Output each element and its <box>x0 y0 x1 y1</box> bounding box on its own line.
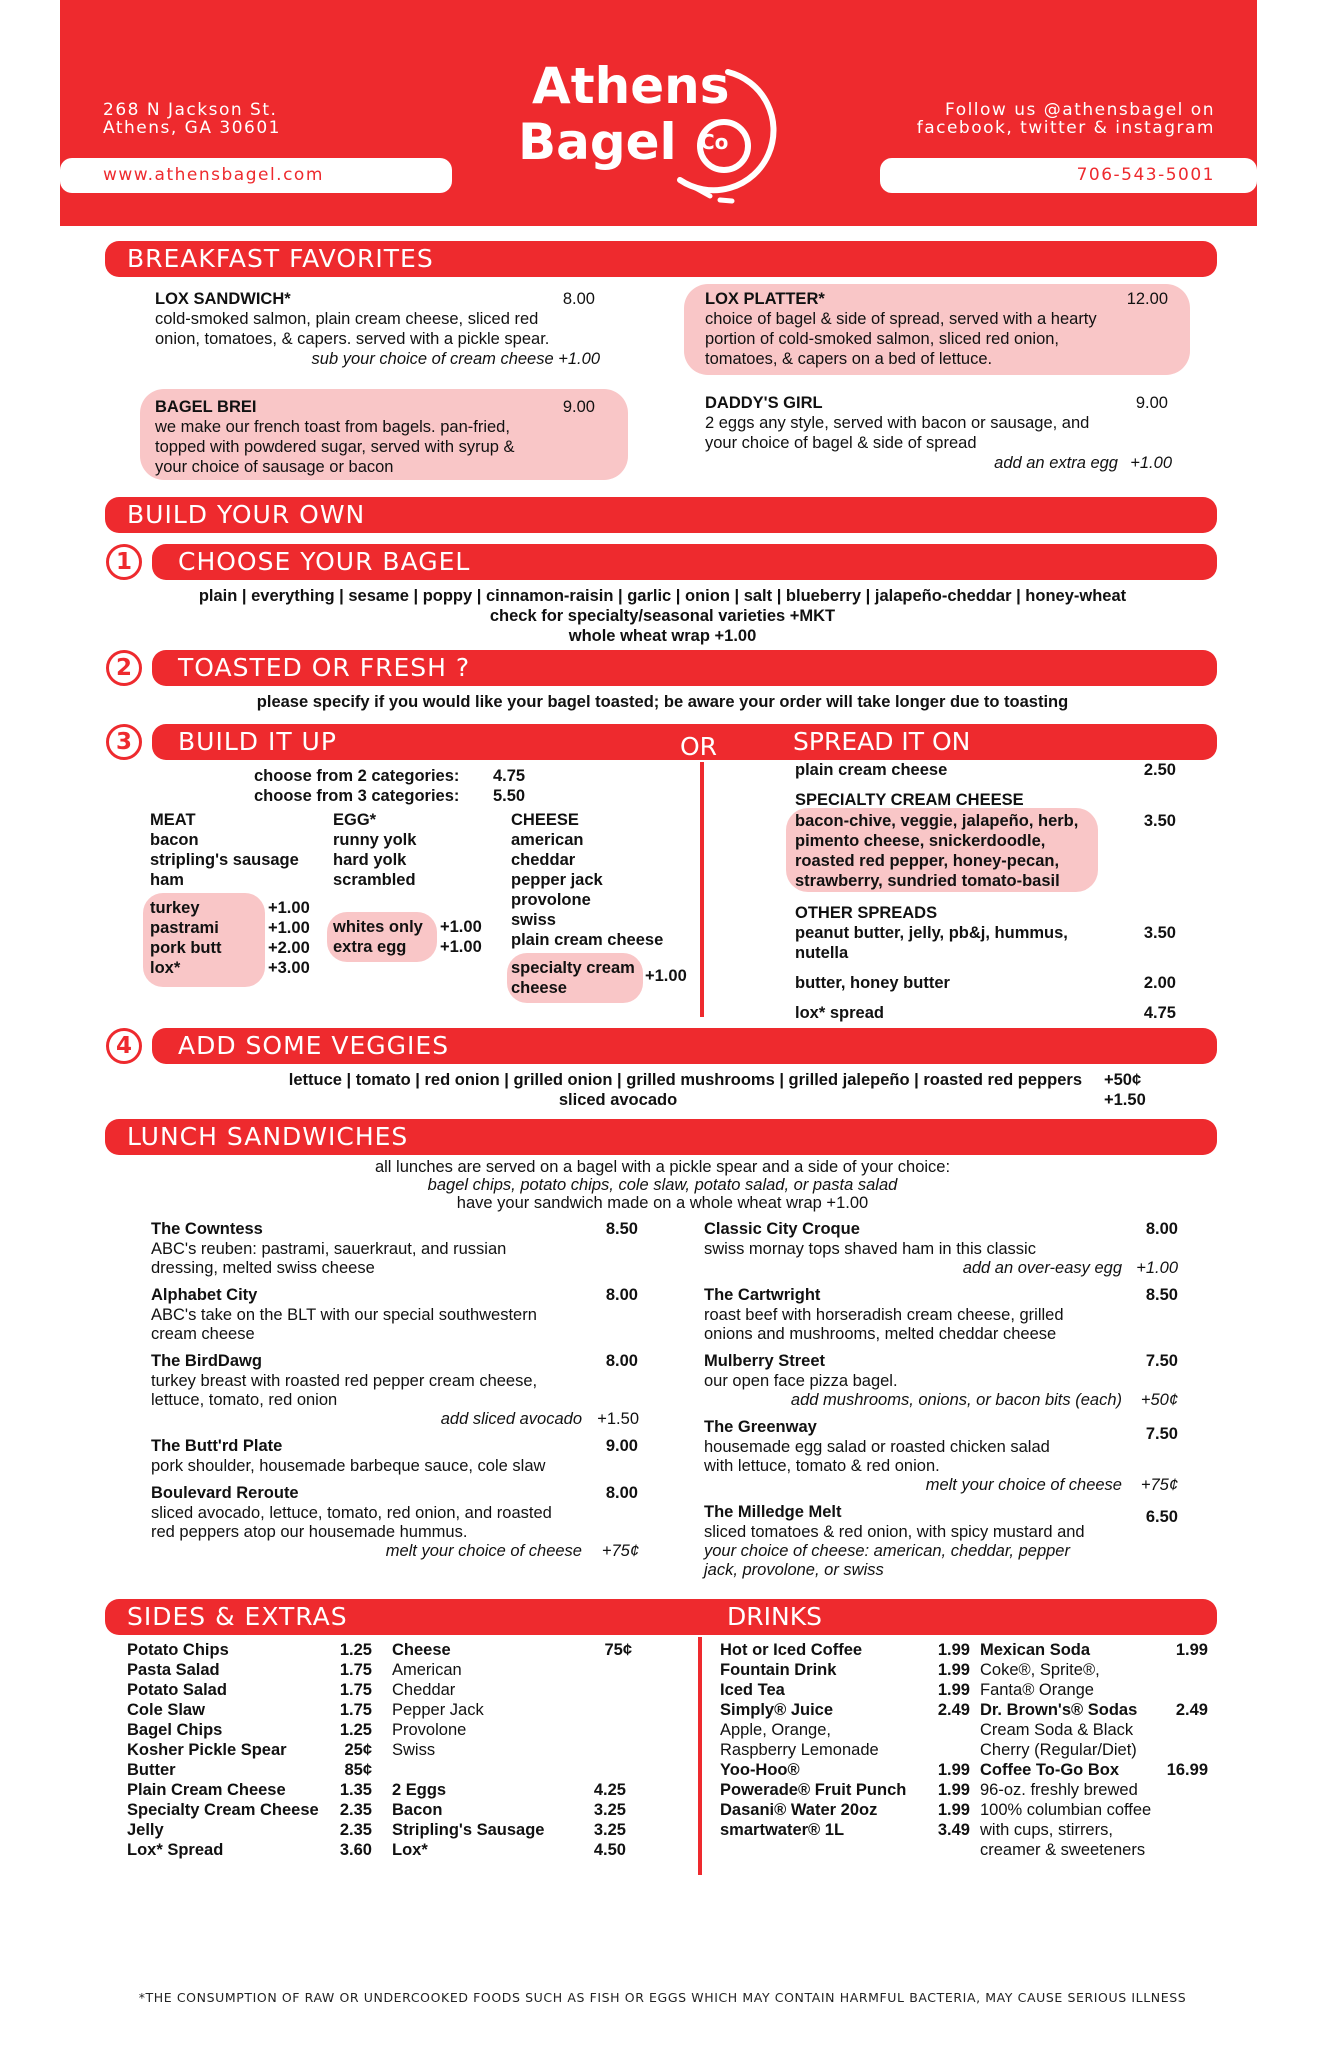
extra-item: Stripling's Sausage <box>392 1821 545 1839</box>
extra-item: Bacon <box>392 1801 443 1819</box>
cheese-item: provolone <box>511 891 591 909</box>
lunch-item-desc: red peppers atop our housemade hummus. <box>151 1523 468 1541</box>
lox-platter-desc-2: portion of cold-smoked salmon, sliced red onion, <box>705 330 1060 348</box>
lox-platter-desc-3: tomatoes, & capers on a bed of lettuce. <box>705 350 993 368</box>
lunch-item-name: Boulevard Reroute <box>151 1484 299 1502</box>
avocado-price: +1.50 <box>1104 1091 1146 1109</box>
drink-price: 1.99 <box>937 1801 970 1819</box>
step-4-number: 4 <box>106 1028 142 1064</box>
daddys-girl-price: 9.00 <box>1135 394 1168 412</box>
lunch-item-name: The Butt'rd Plate <box>151 1437 283 1455</box>
lunch-item-desc: jack, provolone, or swiss <box>704 1561 884 1579</box>
lunch-item-note: melt your choice of cheese <box>925 1476 1122 1494</box>
step-2-number: 2 <box>106 650 142 686</box>
specialty-price: 3.50 <box>1143 812 1176 830</box>
other-spreads-1: peanut butter, jelly, pb&j, hummus, <box>795 924 1068 942</box>
side-price: 25¢ <box>344 1741 372 1759</box>
side-item: Bagel Chips <box>127 1721 223 1739</box>
daddys-girl-note-price: +1.00 <box>1130 454 1172 472</box>
drink-item: Iced Tea <box>720 1681 785 1699</box>
step-1-number: 1 <box>106 544 142 580</box>
lunch-item-note-price: +75¢ <box>1140 1476 1178 1494</box>
drink-item: 96-oz. freshly brewed <box>980 1781 1138 1799</box>
meat-item: stripling's sausage <box>150 851 299 869</box>
lox-platter-name: LOX PLATTER* <box>705 290 825 308</box>
meat-extra: turkey <box>150 899 200 917</box>
extra-item: Lox* <box>392 1841 428 1859</box>
build-your-own-title: BUILD YOUR OWN <box>105 497 1217 533</box>
bagel-brei-price: 9.00 <box>562 398 595 416</box>
meat-extra-price: +2.00 <box>268 939 310 957</box>
cheese-item: pepper jack <box>511 871 603 889</box>
specialty-varieties: check for specialty/seasonal varieties +MKT <box>489 607 836 625</box>
lox-sandwich-name: LOX SANDWICH* <box>155 290 291 308</box>
side-price: 1.25 <box>339 1721 372 1739</box>
drink-item: 100% columbian coffee <box>980 1801 1152 1819</box>
plain-cream-cheese: plain cream cheese <box>795 761 948 779</box>
drink-price: 3.49 <box>937 1821 970 1839</box>
drink-item: Mexican Soda <box>980 1641 1091 1659</box>
lunch-item-name: The BirdDawg <box>151 1352 262 1370</box>
cheese-item: american <box>511 831 584 849</box>
lunch-item-name: The Greenway <box>704 1418 817 1436</box>
specialty-flavors-4: strawberry, sundried tomato-basil <box>795 872 1060 890</box>
bagel-brei-desc-2: topped with powdered sugar, served with syrup & <box>155 438 515 456</box>
follow-line-2: facebook, twitter & instagram <box>916 118 1215 138</box>
build-it-up-title: BUILD IT UP <box>152 724 1217 760</box>
side-item: Specialty Cream Cheese <box>127 1801 319 1819</box>
lunch-item-desc: sliced avocado, lettuce, tomato, red onion, and roasted <box>151 1504 552 1522</box>
meat-extra-price: +3.00 <box>268 959 310 977</box>
drink-item: Simply® Juice <box>720 1701 834 1719</box>
lunch-item-price: 9.00 <box>605 1437 638 1455</box>
lunch-item-name: The Milledge Melt <box>704 1503 842 1521</box>
lunch-item-price: 8.50 <box>605 1220 638 1238</box>
side-item: Jelly <box>127 1821 164 1839</box>
lunch-item-name: The Cartwright <box>704 1286 821 1304</box>
meat-title: MEAT <box>150 811 196 829</box>
choose-bagel-title: CHOOSE YOUR BAGEL <box>152 544 1217 580</box>
drink-price: 1.99 <box>1175 1641 1208 1659</box>
drink-item: Coke®, Sprite®, <box>980 1661 1100 1679</box>
egg-item: runny yolk <box>333 831 417 849</box>
lox-sandwich-desc-1: cold-smoked salmon, plain cream cheese, sliced red <box>155 310 539 328</box>
extra-price: 4.25 <box>593 1781 626 1799</box>
toasted-or-fresh-title: TOASTED OR FRESH ? <box>152 650 1217 686</box>
lox-platter-desc-1: choice of bagel & side of spread, served with a hearty <box>705 310 1097 328</box>
drink-item: Dr. Brown's® Sodas <box>980 1701 1138 1719</box>
lunch-item-price: 7.50 <box>1145 1352 1178 1370</box>
choose-2-price: 4.75 <box>493 767 526 785</box>
drink-price: 16.99 <box>1166 1761 1208 1779</box>
lunch-item-desc: onions and mushrooms, melted cheddar cheese <box>704 1325 1057 1343</box>
lunch-intro-1: all lunches are served on a bagel with a pickle spear and a side of your choice: <box>374 1158 951 1176</box>
breakfast-section-title: BREAKFAST FAVORITES <box>105 241 1217 277</box>
lunch-item-desc: sliced tomatoes & red onion, with spicy mustard and <box>704 1523 1085 1541</box>
lunch-item-desc: housemade egg salad or roasted chicken salad <box>704 1438 1050 1456</box>
lox-sandwich-desc-2: onion, tomatoes, & capers. served with a pickle spear. <box>155 330 550 348</box>
drink-price: 1.99 <box>937 1781 970 1799</box>
lunch-item-price: 8.00 <box>605 1484 638 1502</box>
follow-line-1: Follow us @athensbagel on <box>945 100 1215 120</box>
cheese-side-option: American <box>392 1661 462 1679</box>
lunch-section-title: LUNCH SANDWICHES <box>105 1119 1217 1155</box>
cheese-side-price: 75¢ <box>604 1641 632 1659</box>
cheese-extra-price: +1.00 <box>645 967 687 985</box>
lunch-item-note: add mushrooms, onions, or bacon bits (each) <box>790 1391 1122 1409</box>
drink-item: Hot or Iced Coffee <box>720 1641 863 1659</box>
cheese-extra: specialty cream <box>511 959 635 977</box>
meat-extra: pastrami <box>150 919 219 937</box>
lox-spread-price: 4.75 <box>1143 1004 1176 1022</box>
add-veggies-title: ADD SOME VEGGIES <box>152 1028 1217 1064</box>
cheese-extra: cheese <box>511 979 567 997</box>
side-item: Kosher Pickle Spear <box>127 1741 287 1759</box>
lunch-item-desc: roast beef with horseradish cream cheese, grilled <box>704 1306 1064 1324</box>
lunch-item-price: 7.50 <box>1145 1425 1178 1443</box>
lunch-item-price: 6.50 <box>1145 1508 1178 1526</box>
drink-item: Powerade® Fruit Punch <box>720 1781 907 1799</box>
raw-food-disclaimer: *THE CONSUMPTION OF RAW OR UNDERCOOKED FOODS SUCH AS FISH OR EGGS WHICH MAY CONTAIN HARMFUL BACTERIA, MAY CAUSE SERIOUS ILLNESS <box>138 1990 1187 2005</box>
bagel-brei-name: BAGEL BREI <box>155 398 257 416</box>
choose-3-price: 5.50 <box>493 787 526 805</box>
drink-item: Raspberry Lemonade <box>720 1741 879 1759</box>
daddys-girl-note: add an extra egg <box>994 454 1118 472</box>
specialty-flavors-3: roasted red pepper, honey-pecan, <box>795 852 1060 870</box>
side-item: Cole Slaw <box>127 1701 205 1719</box>
drink-item: Yoo-Hoo® <box>720 1761 800 1779</box>
side-price: 3.60 <box>339 1841 372 1859</box>
sliced-avocado: sliced avocado <box>558 1091 678 1109</box>
side-item: Potato Chips <box>127 1641 229 1659</box>
side-item: Butter <box>127 1761 176 1779</box>
lunch-item-note: add sliced avocado <box>440 1410 582 1428</box>
step-3-number: 3 <box>106 724 142 760</box>
lunch-item-desc: swiss mornay tops shaved ham in this classic <box>704 1240 1036 1258</box>
lunch-item-desc: cream cheese <box>151 1325 255 1343</box>
veggie-list: lettuce | tomato | red onion | grilled onion | grilled mushrooms | grilled jalepeño | roasted red peppers <box>288 1071 1082 1089</box>
lunch-item-desc: our open face pizza bagel. <box>704 1372 898 1390</box>
side-price: 1.25 <box>339 1641 372 1659</box>
side-item: Potato Salad <box>127 1681 227 1699</box>
drink-price: 1.99 <box>937 1681 970 1699</box>
logo-text-bagel: Bagel <box>518 113 677 171</box>
egg-extra: extra egg <box>333 938 407 956</box>
lunch-item-desc: pork shoulder, housemade barbeque sauce, cole slaw <box>151 1457 546 1475</box>
meat-extra-price: +1.00 <box>268 919 310 937</box>
choose-3-label: choose from 3 categories: <box>254 787 460 805</box>
specialty-flavors-2: pimento cheese, snickerdoodle, <box>795 832 1046 850</box>
drink-item: creamer & sweeteners <box>980 1841 1146 1859</box>
bagel-brei-desc-1: we make our french toast from bagels. pan-fried, <box>155 418 510 436</box>
lox-sandwich-price: 8.00 <box>562 290 595 308</box>
lunch-item-desc: with lettuce, tomato & red onion. <box>704 1457 940 1475</box>
drink-price: 1.99 <box>937 1641 970 1659</box>
sides-section-title: SIDES & EXTRAS <box>105 1599 1217 1635</box>
lunch-item-name: Mulberry Street <box>704 1352 826 1370</box>
other-spreads-2: nutella <box>795 944 849 962</box>
butter-spread: butter, honey butter <box>795 974 950 992</box>
lunch-item-note-price: +1.00 <box>1136 1259 1178 1277</box>
lunch-item-desc: ABC's take on the BLT with our special southwestern <box>151 1306 537 1324</box>
lunch-item-note: add an over-easy egg <box>962 1259 1122 1277</box>
cheese-item: cheddar <box>511 851 576 869</box>
plain-cream-cheese-price: 2.50 <box>1143 761 1176 779</box>
side-item: Lox* Spread <box>127 1841 224 1859</box>
cheese-side-option: Pepper Jack <box>392 1701 484 1719</box>
meat-item: bacon <box>150 831 199 849</box>
drink-price: 2.49 <box>937 1701 970 1719</box>
logo-text-athens: Athens <box>532 57 730 115</box>
cheese-side-title: Cheese <box>392 1641 451 1659</box>
drink-item: smartwater® 1L <box>720 1821 845 1839</box>
side-price: 1.75 <box>339 1661 372 1679</box>
extra-price: 3.25 <box>593 1821 626 1839</box>
cheese-item: plain cream cheese <box>511 931 664 949</box>
lox-sandwich-note: sub your choice of cream cheese +1.00 <box>311 350 600 368</box>
cheese-side-option: Provolone <box>392 1721 467 1739</box>
daddys-girl-desc-2: your choice of bagel & side of spread <box>705 434 977 452</box>
cheese-side-option: Swiss <box>392 1741 436 1759</box>
side-price: 2.35 <box>339 1801 372 1819</box>
lunch-item-desc: turkey breast with roasted red pepper cream cheese, <box>151 1372 538 1390</box>
specialty-cream-title: SPECIALTY CREAM CHEESE <box>795 791 1024 809</box>
specialty-flavors-1: bacon-chive, veggie, jalapeño, herb, <box>795 812 1079 830</box>
choose-2-label: choose from 2 categories: <box>254 767 460 785</box>
cheese-title: CHEESE <box>511 811 579 829</box>
build-spread-divider <box>700 762 704 1017</box>
veggie-price: +50¢ <box>1104 1071 1142 1089</box>
daddys-girl-name: DADDY'S GIRL <box>705 394 823 412</box>
lunch-item-desc: dressing, melted swiss cheese <box>151 1259 375 1277</box>
egg-item: hard yolk <box>333 851 407 869</box>
egg-item: scrambled <box>333 871 416 889</box>
lox-spread: lox* spread <box>795 1004 884 1022</box>
lunch-item-name: The Cowntess <box>151 1220 263 1238</box>
extra-item: 2 Eggs <box>392 1781 447 1799</box>
lunch-item-desc: lettuce, tomato, red onion <box>151 1391 338 1409</box>
wheat-wrap: whole wheat wrap +1.00 <box>568 627 757 645</box>
sides-drinks-divider <box>698 1637 702 1875</box>
phone-number[interactable]: 706-543-5001 <box>880 158 1257 193</box>
meat-extra-price: +1.00 <box>268 899 310 917</box>
side-item: Pasta Salad <box>127 1661 220 1679</box>
spread-it-on-title: SPREAD IT ON <box>793 727 971 756</box>
lunch-item-name: Classic City Croque <box>704 1220 860 1238</box>
address-line-2: Athens, GA 30601 <box>103 118 281 138</box>
other-spreads-price: 3.50 <box>1143 924 1176 942</box>
drink-item: Coffee To-Go Box <box>980 1761 1120 1779</box>
logo-co-mark: Co <box>700 130 729 154</box>
side-price: 2.35 <box>339 1821 372 1839</box>
drink-item: with cups, stirrers, <box>980 1821 1113 1839</box>
lunch-item-note: melt your choice of cheese <box>385 1542 582 1560</box>
drink-item: Fountain Drink <box>720 1661 837 1679</box>
drink-item: Cherry (Regular/Diet) <box>980 1741 1137 1759</box>
daddys-girl-desc-1: 2 eggs any style, served with bacon or sausage, and <box>705 414 1090 432</box>
drink-item: Fanta® Orange <box>980 1681 1094 1699</box>
lunch-item-price: 8.00 <box>1145 1220 1178 1238</box>
side-price: 85¢ <box>344 1761 372 1779</box>
meat-extra: pork butt <box>150 939 222 957</box>
drink-price: 2.49 <box>1175 1701 1208 1719</box>
egg-extra: whites only <box>333 918 423 936</box>
lunch-item-price: 8.00 <box>605 1286 638 1304</box>
bagel-brei-desc-3: your choice of sausage or bacon <box>155 458 394 476</box>
extra-price: 3.25 <box>593 1801 626 1819</box>
lunch-item-name: Alphabet City <box>151 1286 258 1304</box>
egg-title: EGG* <box>333 811 377 829</box>
lunch-intro-3: have your sandwich made on a whole wheat wrap +1.00 <box>456 1194 869 1212</box>
or-divider-label: OR <box>680 732 718 761</box>
lunch-item-note-price: +75¢ <box>601 1542 639 1560</box>
butter-price: 2.00 <box>1143 974 1176 992</box>
drink-item: Dasani® Water 20oz <box>720 1801 878 1819</box>
side-item: Plain Cream Cheese <box>127 1781 286 1799</box>
lunch-item-note-price: +1.50 <box>597 1410 639 1428</box>
drink-item: Apple, Orange, <box>720 1721 831 1739</box>
website-link[interactable]: www.athensbagel.com <box>60 158 452 193</box>
address-line-1: 268 N Jackson St. <box>103 100 278 120</box>
cheese-item: swiss <box>511 911 556 929</box>
drink-price: 1.99 <box>937 1661 970 1679</box>
lox-platter-price: 12.00 <box>1126 290 1168 308</box>
bagel-flavors: plain | everything | sesame | poppy | cinnamon-raisin | garlic | onion | salt | blueberry | jalapeño-cheddar | honey-wheat <box>198 587 1127 605</box>
side-price: 1.75 <box>339 1701 372 1719</box>
drink-item: Cream Soda & Black <box>980 1721 1134 1739</box>
other-spreads-title: OTHER SPREADS <box>795 904 938 922</box>
cheese-side-option: Cheddar <box>392 1681 456 1699</box>
lunch-item-desc: your choice of cheese: american, cheddar, pepper <box>704 1542 1070 1560</box>
side-price: 1.75 <box>339 1681 372 1699</box>
meat-extra: lox* <box>150 959 181 977</box>
lunch-item-price: 8.50 <box>1145 1286 1178 1304</box>
side-price: 1.35 <box>339 1781 372 1799</box>
drinks-section-title: DRINKS <box>727 1602 822 1631</box>
egg-extra-price: +1.00 <box>440 938 482 956</box>
lunch-item-note-price: +50¢ <box>1140 1391 1178 1409</box>
egg-extra-price: +1.00 <box>440 918 482 936</box>
lunch-item-desc: ABC's reuben: pastrami, sauerkraut, and russian <box>151 1240 507 1258</box>
meat-item: ham <box>150 871 184 889</box>
lunch-intro-2: bagel chips, potato chips, cole slaw, potato salad, or pasta salad <box>427 1176 898 1194</box>
toasting-note: please specify if you would like your bagel toasted; be aware your order will take longer due to toasting <box>256 693 1069 711</box>
lunch-item-price: 8.00 <box>605 1352 638 1370</box>
extra-price: 4.50 <box>593 1841 626 1859</box>
drink-price: 1.99 <box>937 1761 970 1779</box>
